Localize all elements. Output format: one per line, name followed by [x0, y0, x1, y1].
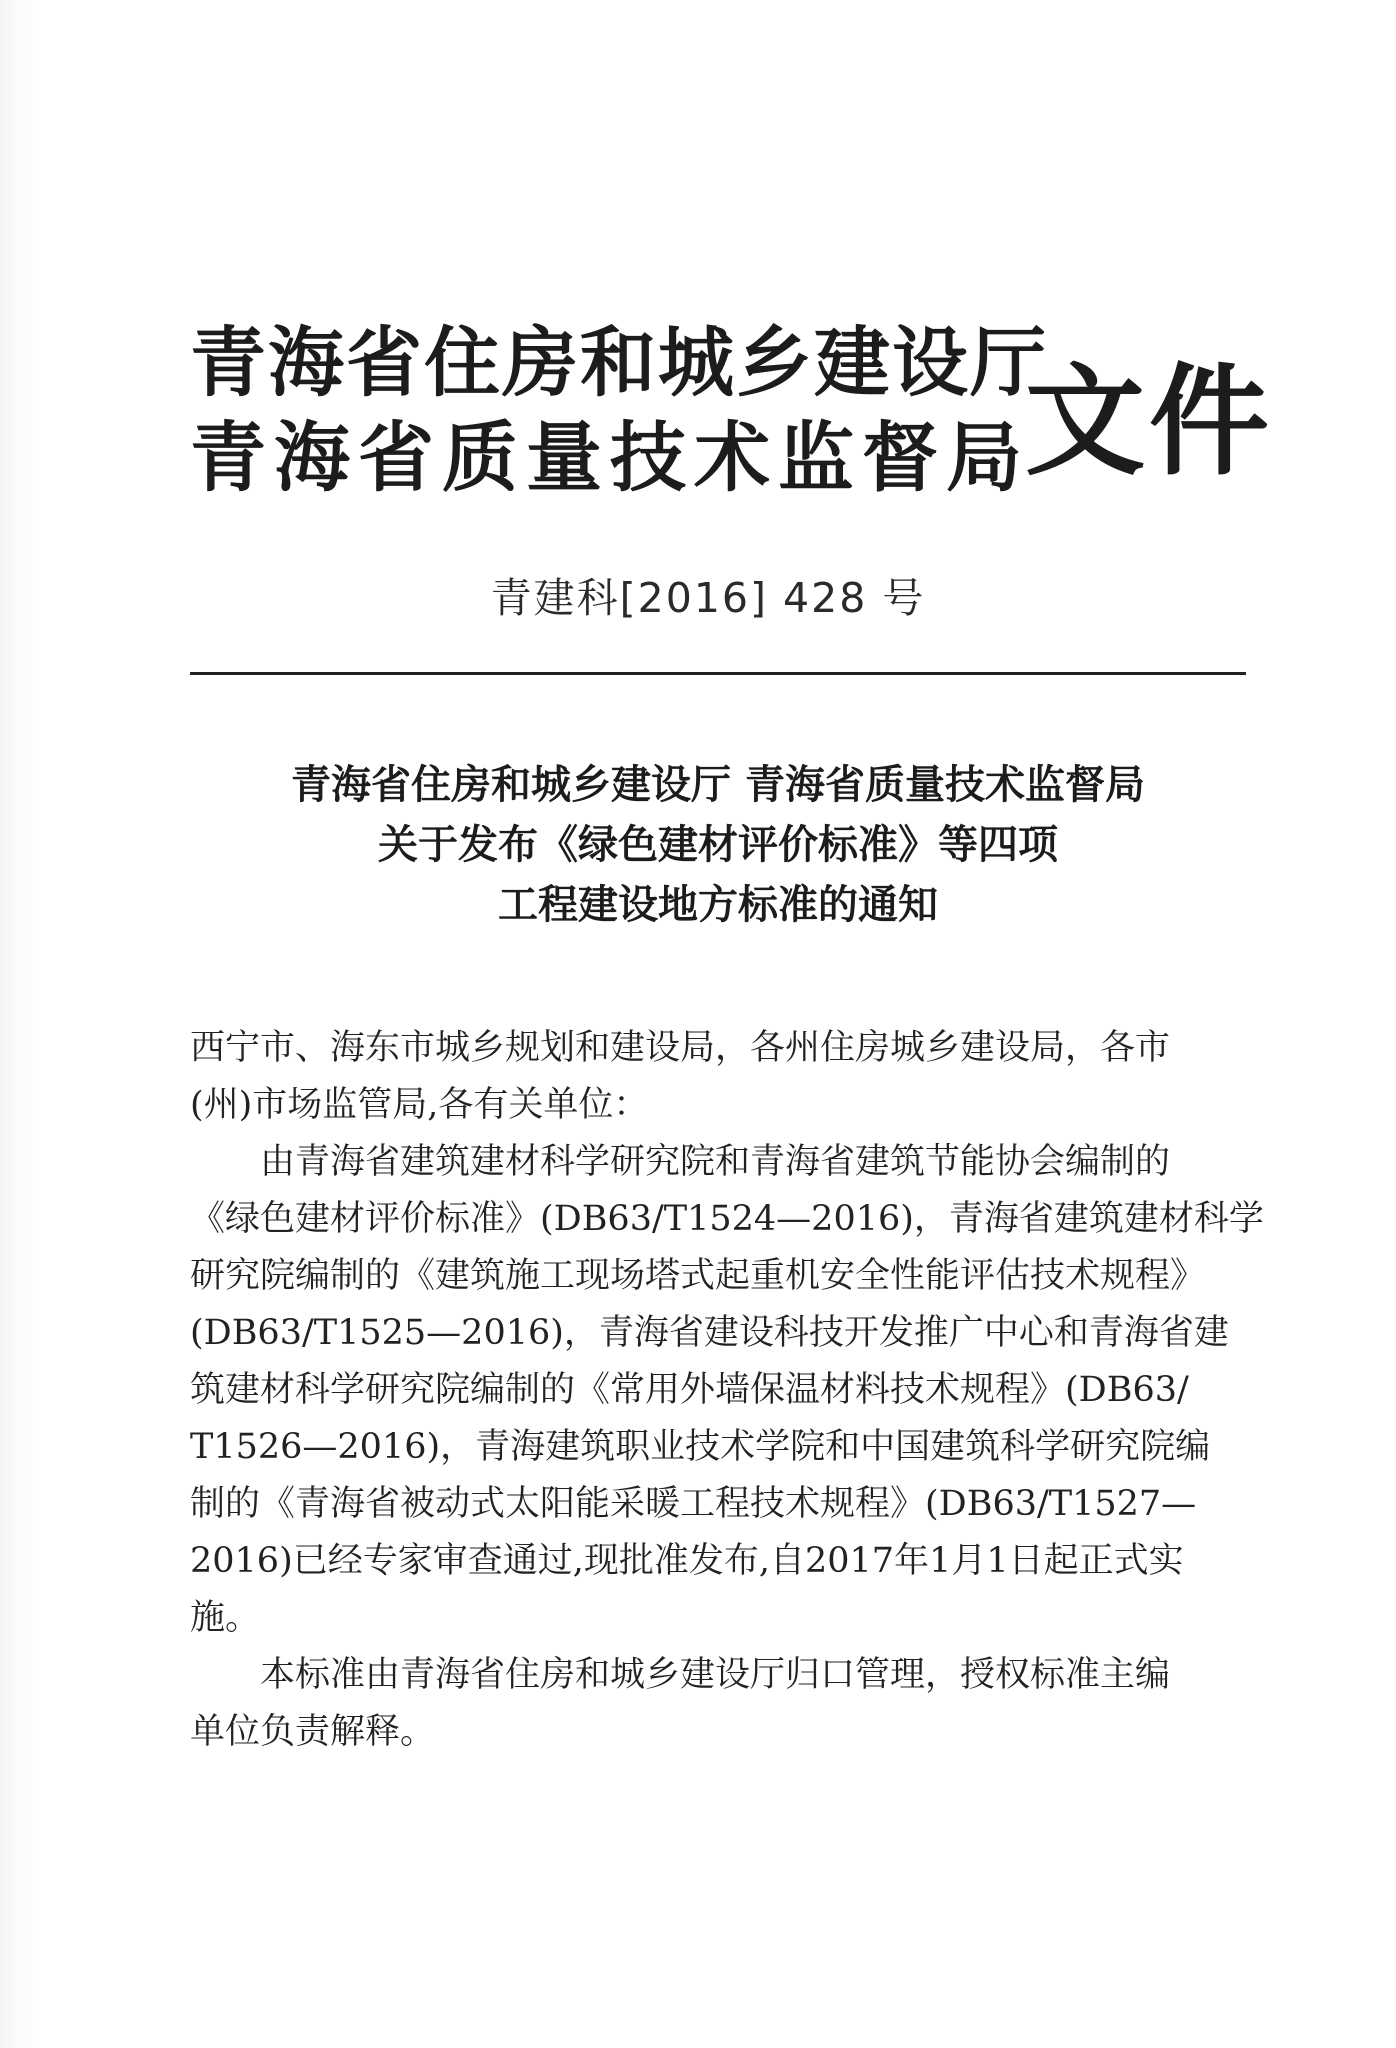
- paragraph-line: 施。: [190, 1598, 261, 1638]
- document-label: 文件: [1025, 353, 1273, 492]
- notice-title-line: 关于发布《绿色建材评价标准》等四项: [378, 822, 1058, 868]
- paragraph-line: 制的《青海省被动式太阳能采暖工程技术规程》(DB63/T1527—: [190, 1484, 1197, 1524]
- paragraph-line: 研究院编制的《建筑施工现场塔式起重机安全性能评估技术规程》: [190, 1256, 1206, 1296]
- addressee-line: 西宁市、海东市城乡规划和建设局，各州住房城乡建设局，各市: [190, 1028, 1171, 1068]
- addressee-line: (州)市场监管局,各有关单位：: [190, 1085, 649, 1125]
- header-divider: [190, 672, 1246, 675]
- paragraph-line: T1526—2016)，青海建筑职业技术学院和中国建筑科学研究院编: [190, 1427, 1211, 1467]
- notice-body: [190, 1020, 1264, 1761]
- paragraph-line: 本标准由青海省住房和城乡建设厅归口管理，授权标准主编: [260, 1655, 1171, 1695]
- notice-title: [190, 755, 1246, 935]
- document-header: [190, 318, 1273, 508]
- paragraph-line: (DB63/T1525—2016)，青海省建设科技开发推广中心和青海省建: [190, 1313, 1229, 1353]
- paragraph-line: 由青海省建筑建材科学研究院和青海省建筑节能协会编制的: [260, 1142, 1171, 1182]
- paragraph-line: 《绿色建材评价标准》(DB63/T1524—2016)，青海省建筑建材科学: [190, 1199, 1264, 1239]
- notice-title-line: 工程建设地方标准的通知: [498, 882, 938, 928]
- issuer-name-quality-bureau: 青海省质量技术监督局: [190, 413, 1030, 502]
- notice-title-line: 青海省住房和城乡建设厅 青海省质量技术监督局: [291, 762, 1145, 808]
- issuer-name-housing-department: 青海省住房和城乡建设厅: [190, 318, 1048, 407]
- paragraph-line: 单位负责解释。: [190, 1712, 436, 1752]
- paragraph-line: 2016)已经专家审查通过,现批准发布,自2017年1月1日起正式实: [190, 1541, 1184, 1581]
- paragraph-line: 筑建材科学研究院编制的《常用外墙保温材料技术规程》(DB63/: [190, 1370, 1189, 1410]
- document-number: 青建科[2016] 428 号: [490, 574, 926, 622]
